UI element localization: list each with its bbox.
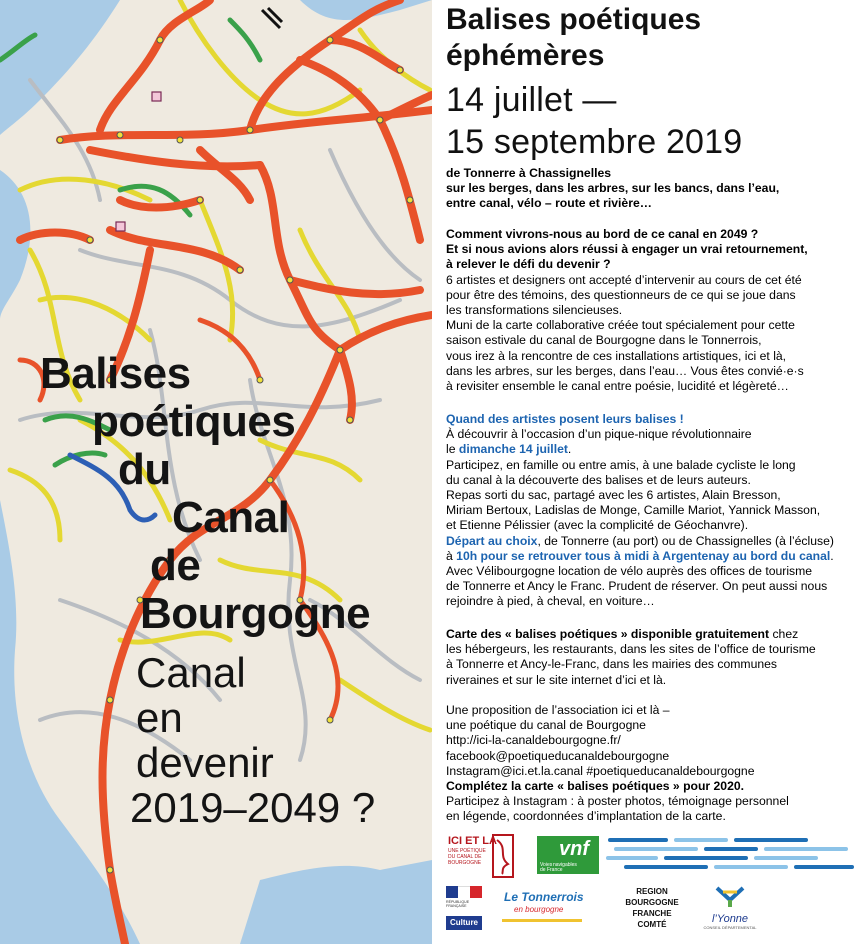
region-logo-line-4: COMTÉ xyxy=(637,920,667,929)
vnf-logo xyxy=(537,836,599,874)
map-title-line-4: Canal xyxy=(172,493,290,542)
map-subtitle-line-4: 2019–2049 ? xyxy=(130,784,376,831)
map-info-line xyxy=(446,627,860,642)
event-meet-line xyxy=(446,549,860,564)
map-subtitle-line-1: Canal xyxy=(136,649,246,696)
map-title-line-3: du xyxy=(118,445,171,494)
vnf-logo-sub-1: Voies xyxy=(540,862,553,868)
header-dates-line-2: 15 septembre 2019 xyxy=(446,123,743,161)
map-title-line-1: Balises xyxy=(40,349,191,398)
event-depart-rest: , de Tonnerre (au port) ou de Chassignelles (à l’écluse) xyxy=(537,533,834,548)
question-line: à relever le défi du devenir ? xyxy=(446,257,611,272)
map-subtitle-line-2: en xyxy=(136,694,183,741)
event-meet-suffix: . xyxy=(830,548,834,563)
event-meet-prefix: à xyxy=(446,548,457,563)
event-line: Participez, en famille ou entre amis, à une balade cycliste le long xyxy=(446,457,796,472)
vnf-logo-sub-3: de France xyxy=(540,867,563,873)
event-date-prefix: le xyxy=(446,442,459,457)
icietla-logo-name: ICI ET LA xyxy=(448,835,497,847)
map-info-line: les hébergeurs, les restaurants, dans les sites de l’office de tourisme xyxy=(446,642,816,657)
event-line: et Etienne Pélissier (avec la complicité de Géochanvre). xyxy=(446,518,749,533)
body-line: Muni de la carte collaborative créée tout spécialement pour cette xyxy=(446,318,795,333)
intro-block xyxy=(446,166,860,212)
region-logo xyxy=(612,886,692,936)
map-info-line: à Tonnerre et Ancy-le-Franc, dans les mairies des communes xyxy=(446,657,778,672)
icietla-logo-tagline-1: UNE POÉTIQUE xyxy=(448,848,486,854)
body-line: saison estivale du canal de Bourgogne dans le Tonnerrois, xyxy=(446,333,762,348)
map-info-bold: Carte des « balises poétiques » disponible gratuitement xyxy=(446,627,770,641)
map-title-line-2: poétiques xyxy=(92,397,296,446)
instagram-link[interactable]: Instagram@ici.et.la.canal #poetiqueducanaldebourgogne xyxy=(446,763,755,778)
republique-text: RÉPUBLIQUE FRANÇAISE xyxy=(446,900,470,908)
region-logo-line-3: FRANCHE xyxy=(632,909,672,918)
body-line: les transformations silencieuses. xyxy=(446,303,623,318)
body-line: pour être des témoins, des questionneurs de ce qui se joue dans xyxy=(446,287,796,302)
map-title-line-6: Bourgogne xyxy=(140,589,371,638)
icietla-logo xyxy=(448,834,518,880)
question-line: Et si nous avions alors réussi à engager un vrai retournement, xyxy=(446,242,808,257)
map-info-rest: chez xyxy=(769,627,799,641)
credits-line: en légende, coordonnées d’implantation de la carte. xyxy=(446,809,726,824)
intro-line: entre canal, vélo – route et rivière… xyxy=(446,196,652,211)
event-line: du canal à la découverte des balises et de leurs auteurs. xyxy=(446,472,751,487)
event-line: rejoindre à pied, à cheval, en voiture… xyxy=(446,594,655,609)
facebook-link[interactable]: facebook@poetiqueducanaldebourgogne xyxy=(446,748,670,763)
french-flag-icon xyxy=(446,886,482,898)
tonnerrois-logo-line-2: en bourgogne xyxy=(514,905,564,914)
map-info-line: riveraines et sur le site internet d’ici et là. xyxy=(446,672,667,687)
map-subtitle-line-3: devenir xyxy=(136,739,274,786)
credits-block xyxy=(446,703,860,825)
website-link[interactable]: http://ici-la-canaldebourgogne.fr/ xyxy=(446,733,621,748)
body-line: 6 artistes et designers ont accepté d’intervenir au cours de cet été xyxy=(446,272,802,287)
region-logo-line-1: REGION xyxy=(636,887,668,896)
vnf-logo-sub-2: navigables xyxy=(553,862,577,868)
icietla-emblem-icon xyxy=(492,834,514,878)
questions-block xyxy=(446,227,860,394)
event-depart-label: Départ au choix xyxy=(446,533,538,548)
intro-line: sur les berges, dans les arbres, sur les bancs, dans l’eau, xyxy=(446,181,780,196)
culture-ministry-logo xyxy=(446,886,486,938)
yonne-logo xyxy=(700,886,760,938)
icietla-logo-tagline-3: BOURGOGNE xyxy=(448,860,482,866)
body-line: vous irez à la rencontre de ces installations artistiques, ici et là, xyxy=(446,348,787,363)
body-line: dans les arbres, sur les berges, dans l’eau… Vous êtes convié·e·s xyxy=(446,363,804,378)
yonne-emblem-icon xyxy=(713,886,747,908)
event-meet-time: 10h pour se retrouver tous à midi à Argentenay au bord du canal xyxy=(456,548,831,563)
culture-text: Culture xyxy=(446,916,482,930)
event-date: dimanche 14 juillet xyxy=(458,442,568,457)
yonne-logo-sub: CONSEIL DÉPARTEMENTAL xyxy=(703,925,757,930)
icietla-logo-tagline-2: DU CANAL DE xyxy=(448,854,482,860)
credits-line: Participez à Instagram : à poster photos, témoignage personnel xyxy=(446,794,789,809)
stripes-logo-icon xyxy=(606,836,856,876)
intro-line: de Tonnerre à Chassignelles xyxy=(446,166,612,180)
body-line: à revisiter ensemble le canal entre poésie, lucidité et légèreté… xyxy=(446,379,789,394)
credits-line: une poétique du canal de Bourgogne xyxy=(446,718,646,733)
event-line: Repas sorti du sac, partagé avec les 6 artistes, Alain Bresson, xyxy=(446,488,781,503)
event-depart-line xyxy=(446,534,860,549)
event-line: Miriam Bertoux, Ladislas de Monge, Camille Mariot, Yannick Masson, xyxy=(446,503,821,518)
tonnerrois-underline xyxy=(502,919,582,922)
yonne-logo-text: l’Yonne xyxy=(711,913,749,925)
vnf-logo-text: vnf xyxy=(559,838,589,860)
event-date-line xyxy=(446,442,860,457)
event-heading: Quand des artistes posent leurs balises ! xyxy=(446,412,684,426)
map-info-block xyxy=(446,627,860,688)
header-title-line-1: Balises poétiques xyxy=(446,3,702,36)
event-line: Avec Vélibourgogne location de vélo auprès des offices de tourisme xyxy=(446,564,813,579)
credits-bold-line: Complétez la carte « balises poétiques » pour 2020. xyxy=(446,779,745,794)
tonnerrois-logo xyxy=(500,886,588,930)
region-logo-line-2: BOURGOGNE xyxy=(625,898,679,907)
header-title-line-2: éphémères xyxy=(446,39,605,72)
event-date-suffix: . xyxy=(567,442,572,457)
event-line: de Tonnerre et Ancy le Franc. Prudent de réserver. On peut aussi nous xyxy=(446,579,828,594)
tonnerrois-logo-line-1: Le Tonnerrois xyxy=(504,890,584,904)
event-block xyxy=(446,412,860,610)
credits-line: Une proposition de l’association ici et là – xyxy=(446,703,670,717)
event-line: À découvrir à l’occasion d’un pique-nique révolutionnaire xyxy=(446,427,752,442)
map-title-line-5: de xyxy=(150,541,201,590)
header-dates-line-1: 14 juillet — xyxy=(446,81,617,119)
question-line: Comment vivrons-nous au bord de ce canal en 2049 ? xyxy=(446,227,759,241)
